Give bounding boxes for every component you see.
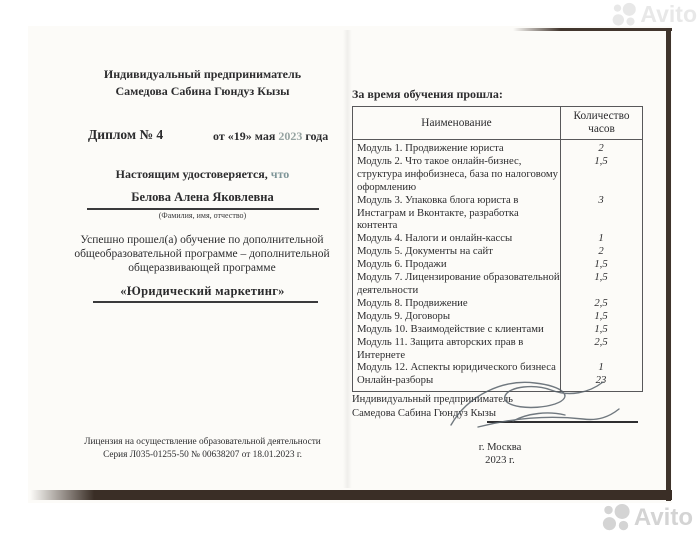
program-title-underline: [93, 301, 318, 303]
program-paragraph-line2: общеобразовательной программе – дополнительной: [74, 248, 330, 260]
module-hours: 1,5: [594, 271, 608, 284]
module-hours: 2: [598, 142, 604, 154]
table-row: [353, 232, 642, 245]
col-header-hours: [561, 107, 642, 139]
certify-that-filled: что: [270, 167, 290, 181]
date-year-filled: 2023: [278, 129, 303, 143]
module-hours: 2,5: [594, 335, 608, 348]
module-name: Модуль 5. Документы на сайт: [357, 245, 493, 258]
program-paragraph-line1: Успешно прошел(а) обучение по дополнительной: [80, 234, 324, 246]
module-name: Модуль 7. Лицензирование образовательной деятельности: [357, 271, 560, 296]
module-hours: 1,5: [594, 154, 608, 167]
modules-table: [352, 106, 643, 392]
col-header-name: Наименование: [353, 107, 561, 139]
module-hours: 1: [598, 232, 604, 245]
module-hours: 2,5: [594, 296, 608, 309]
table-row: [353, 271, 642, 297]
module-name: Модуль 1. Продвижение юриста: [357, 142, 504, 154]
training-intro: За время обучения прошла:: [352, 87, 503, 101]
module-name: Модуль 3. Упаковка блога юриста в Инстаграм и Вконтакте, разработка контента: [357, 193, 519, 232]
module-name: Модуль 12. Аспекты юридического бизнеса: [357, 361, 556, 374]
table-row: [353, 310, 642, 323]
issuer-header-line2: Самедова Сабина Гюндуз Кызы: [115, 84, 290, 98]
table-header-row: [353, 107, 642, 140]
issuer-header-line1: Индивидуальный предприниматель: [103, 67, 302, 81]
student-name: Белова Алена Яковлевна: [131, 190, 274, 204]
module-name: Онлайн-разборы: [357, 374, 434, 387]
signer-line1: Индивидуальный предприниматель: [352, 394, 514, 405]
module-name: Модуль 8. Продвижение: [357, 296, 468, 309]
avito-watermark-text: Avito: [640, 1, 697, 27]
avito-logo-icon: [601, 503, 631, 533]
avito-watermark-text: Avito: [633, 504, 693, 531]
module-name: Модуль 6. Продажи: [357, 258, 447, 271]
name-caption: (Фамилия, имя, отчество): [158, 211, 247, 220]
col-header-hours-line1: Количество: [573, 110, 630, 122]
photo-top-edge: [513, 28, 672, 31]
name-underline: [87, 208, 319, 210]
module-hours: 1,5: [594, 258, 608, 271]
diploma-number: Диплом № 4: [88, 127, 164, 142]
module-hours: 2: [598, 245, 604, 258]
avito-watermark-top: [611, 1, 697, 28]
table-row: [353, 155, 642, 194]
table-row: [353, 194, 642, 233]
module-name: Модуль 4. Налоги и онлайн-кассы: [357, 232, 513, 245]
table-row: [353, 245, 642, 258]
table-body: [353, 140, 642, 391]
issue-year: 2023 г.: [485, 455, 515, 466]
table-row: [353, 336, 642, 362]
module-hours: 23: [595, 374, 607, 387]
module-hours: 1: [598, 361, 604, 374]
module-name: Модуль 9. Договоры: [357, 309, 451, 322]
avito-watermark-bottom: [601, 503, 693, 533]
date-prefix: от «19» мая: [213, 129, 276, 143]
table-column-divider: [560, 140, 561, 391]
program-title: «Юридический маркетинг»: [120, 284, 285, 298]
col-header-hours-line2: часов: [588, 123, 615, 135]
table-row: [353, 361, 642, 374]
photo-bottom-edge: [30, 490, 672, 500]
table-row: [353, 258, 642, 271]
module-name: Модуль 11. Защита авторских прав в Интернете: [357, 335, 524, 361]
table-row: [353, 297, 642, 310]
avito-logo-icon: [611, 2, 637, 28]
issue-city: г. Москва: [478, 442, 522, 453]
table-row: [353, 142, 642, 155]
handwritten-signature: [443, 375, 648, 435]
module-hours: 1,5: [594, 322, 608, 335]
module-hours: 3: [598, 193, 604, 206]
license-line2: Серия Л035-01255-50 № 00638207 от 18.01.2023 г.: [103, 450, 302, 460]
signer-line2: Самедова Сабина Гюндуз Кызы: [352, 408, 496, 419]
module-name: Модуль 2. Что такое онлайн-бизнес, структура инфобизнеса, база по налоговому оформлению: [357, 154, 559, 193]
table-row: [353, 323, 642, 336]
photo-right-edge: [666, 28, 671, 501]
program-paragraph-line3: общеразвивающей программе: [128, 262, 276, 274]
certify-text: Настоящим удостоверяется,: [115, 167, 268, 181]
license-line1: Лицензия на осуществление образовательной деятельности: [84, 437, 321, 447]
date-suffix: года: [305, 129, 329, 143]
diploma-date: [213, 129, 328, 144]
module-name: Модуль 10. Взаимодействие с клиентами: [357, 322, 544, 335]
module-hours: 1,5: [594, 309, 608, 322]
certify-line: [55, 167, 350, 182]
